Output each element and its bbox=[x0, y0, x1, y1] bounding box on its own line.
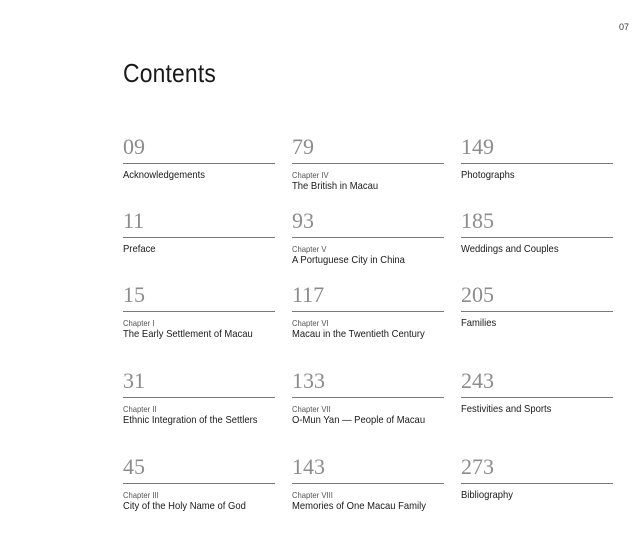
toc-entry-title: Families bbox=[461, 317, 497, 329]
toc-chapter-label: Chapter III bbox=[123, 490, 159, 500]
toc-page-number: 143 bbox=[292, 453, 444, 484]
toc-entry-title: Weddings and Couples bbox=[461, 243, 559, 255]
toc-entry-title: Bibliography bbox=[461, 489, 514, 501]
toc-entry[interactable] bbox=[292, 453, 444, 539]
toc-page-number: 79 bbox=[292, 133, 444, 164]
page-title: Contents bbox=[123, 58, 216, 88]
toc-chapter-label: Chapter V bbox=[292, 244, 327, 254]
toc-entry-title: O-Mun Yan — People of Macau bbox=[292, 414, 426, 426]
toc-entry[interactable] bbox=[123, 453, 275, 539]
toc-page-number: 133 bbox=[292, 367, 444, 398]
toc-entry[interactable] bbox=[461, 453, 613, 539]
toc-entry[interactable] bbox=[292, 133, 444, 207]
toc-chapter-label: Chapter VI bbox=[292, 318, 329, 328]
toc-page-number: 93 bbox=[292, 207, 444, 238]
toc-page-number: 45 bbox=[123, 453, 275, 484]
toc-entry[interactable] bbox=[292, 207, 444, 281]
toc-page-number: 117 bbox=[292, 281, 444, 312]
toc-entry-title: The Early Settlement of Macau bbox=[123, 328, 253, 340]
toc-entry[interactable] bbox=[292, 281, 444, 367]
toc-entry-title: The British in Macau bbox=[292, 180, 379, 192]
toc-entry[interactable] bbox=[461, 207, 613, 281]
toc-chapter-label: Chapter II bbox=[123, 404, 157, 414]
toc-page-number: 185 bbox=[461, 207, 613, 238]
page-number: 07 bbox=[618, 22, 629, 32]
toc-entry[interactable] bbox=[461, 281, 613, 367]
toc-entry-title: Macau in the Twentieth Century bbox=[292, 328, 425, 340]
toc-page-number: 15 bbox=[123, 281, 275, 312]
toc-entry[interactable] bbox=[123, 281, 275, 367]
toc-page-number: 11 bbox=[123, 207, 275, 238]
toc-entry-title: Photographs bbox=[461, 169, 515, 181]
toc-chapter-label: Chapter IV bbox=[292, 170, 329, 180]
toc-entry[interactable] bbox=[292, 367, 444, 453]
toc-entry[interactable] bbox=[461, 367, 613, 453]
toc-entry-title: Preface bbox=[123, 243, 156, 255]
toc-entry-title: Festivities and Sports bbox=[461, 403, 552, 415]
toc-entry-title: City of the Holy Name of God bbox=[123, 500, 246, 512]
toc-page-number: 31 bbox=[123, 367, 275, 398]
toc-entry[interactable] bbox=[123, 367, 275, 453]
toc-entry-title: Memories of One Macau Family bbox=[292, 500, 426, 512]
toc-entry-title: Ethnic Integration of the Settlers bbox=[123, 414, 258, 426]
toc-entry[interactable] bbox=[461, 133, 613, 207]
toc-chapter-label: Chapter VII bbox=[292, 404, 331, 414]
table-of-contents bbox=[123, 133, 613, 539]
toc-page-number: 149 bbox=[461, 133, 613, 164]
toc-chapter-label: Chapter VIII bbox=[292, 490, 333, 500]
toc-page-number: 205 bbox=[461, 281, 613, 312]
toc-chapter-label: Chapter I bbox=[123, 318, 155, 328]
toc-entry[interactable] bbox=[123, 207, 275, 281]
toc-entry-title: A Portuguese City in China bbox=[292, 254, 405, 266]
toc-page-number: 09 bbox=[123, 133, 275, 164]
toc-entry-title: Acknowledgements bbox=[123, 169, 205, 181]
toc-page-number: 243 bbox=[461, 367, 613, 398]
toc-entry[interactable] bbox=[123, 133, 275, 207]
toc-page-number: 273 bbox=[461, 453, 613, 484]
